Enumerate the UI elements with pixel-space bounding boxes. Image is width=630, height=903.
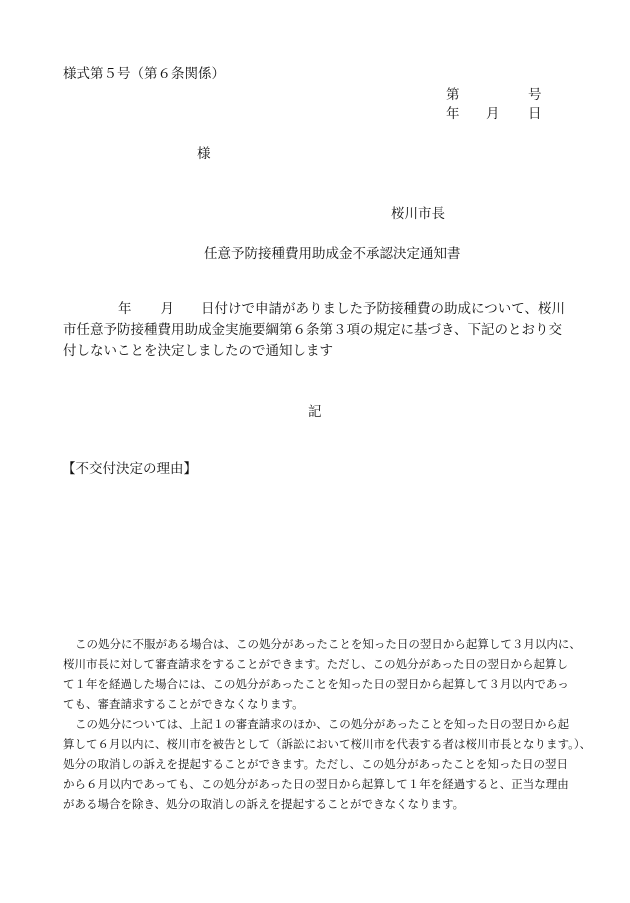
reason-label: 【不交付決定の理由】	[62, 461, 197, 477]
date-day: 日	[528, 106, 542, 122]
notice-line: この処分に不服がある場合は、この処分があったことを知った日の翌日から起算して３月以内に、	[75, 637, 581, 651]
body-line-1	[118, 299, 565, 319]
notice-line: て１年を経過した場合には、この処分があったことを知った日の翌日から起算して３月以内であっ	[63, 677, 569, 691]
form-label: 様式第５号（第６条関係）	[63, 66, 225, 82]
notice-line: 桜川市長に対して審査請求をすることができます。ただし、この処分があった日の翌日から起算し	[63, 657, 568, 671]
body-line-1-text: 日付けで申請がありました予防接種費の助成について、桜川	[201, 301, 565, 317]
sender-name: 桜川市長	[391, 206, 445, 222]
number-suffix: 号	[528, 87, 542, 103]
notice-line: 処分の取消しの訴えを提起することができます。ただし、この処分があったことを知った日の翌日	[63, 757, 568, 771]
document-title: 任意予防接種費用助成金不承認決定通知書	[204, 246, 461, 262]
date-year: 年	[446, 106, 460, 122]
body-year: 年	[118, 301, 132, 317]
body-month: 月	[160, 301, 174, 317]
notice-line: この処分については、上記１の審査請求のほか、この処分があったことを知った日の翌日から起	[75, 717, 570, 731]
ki-marker: 記	[308, 404, 322, 420]
date-month: 月	[486, 106, 500, 122]
body-line-3: 付しないことを決定しましたので通知します	[63, 343, 333, 359]
number-prefix: 第	[446, 87, 460, 103]
notice-line: ても、審査請求することができなくなります。	[63, 697, 304, 711]
notice-line: から６月以内であっても、この処分があった日の翌日から起算して１年を経過すると、正当な理由	[63, 777, 569, 791]
body-line-2: 市任意予防接種費用助成金実施要綱第６条第３項の規定に基づき、下記のとおり交	[63, 322, 562, 338]
recipient-honorific: 様	[197, 146, 211, 162]
notice-line: 算して６月以内に、桜川市を被告として（訴訟において桜川市を代表する者は桜川市長となります。）、	[63, 737, 592, 751]
notice-line: がある場合を除き、処分の取消しの訴えを提起することができなくなります。	[63, 797, 465, 811]
